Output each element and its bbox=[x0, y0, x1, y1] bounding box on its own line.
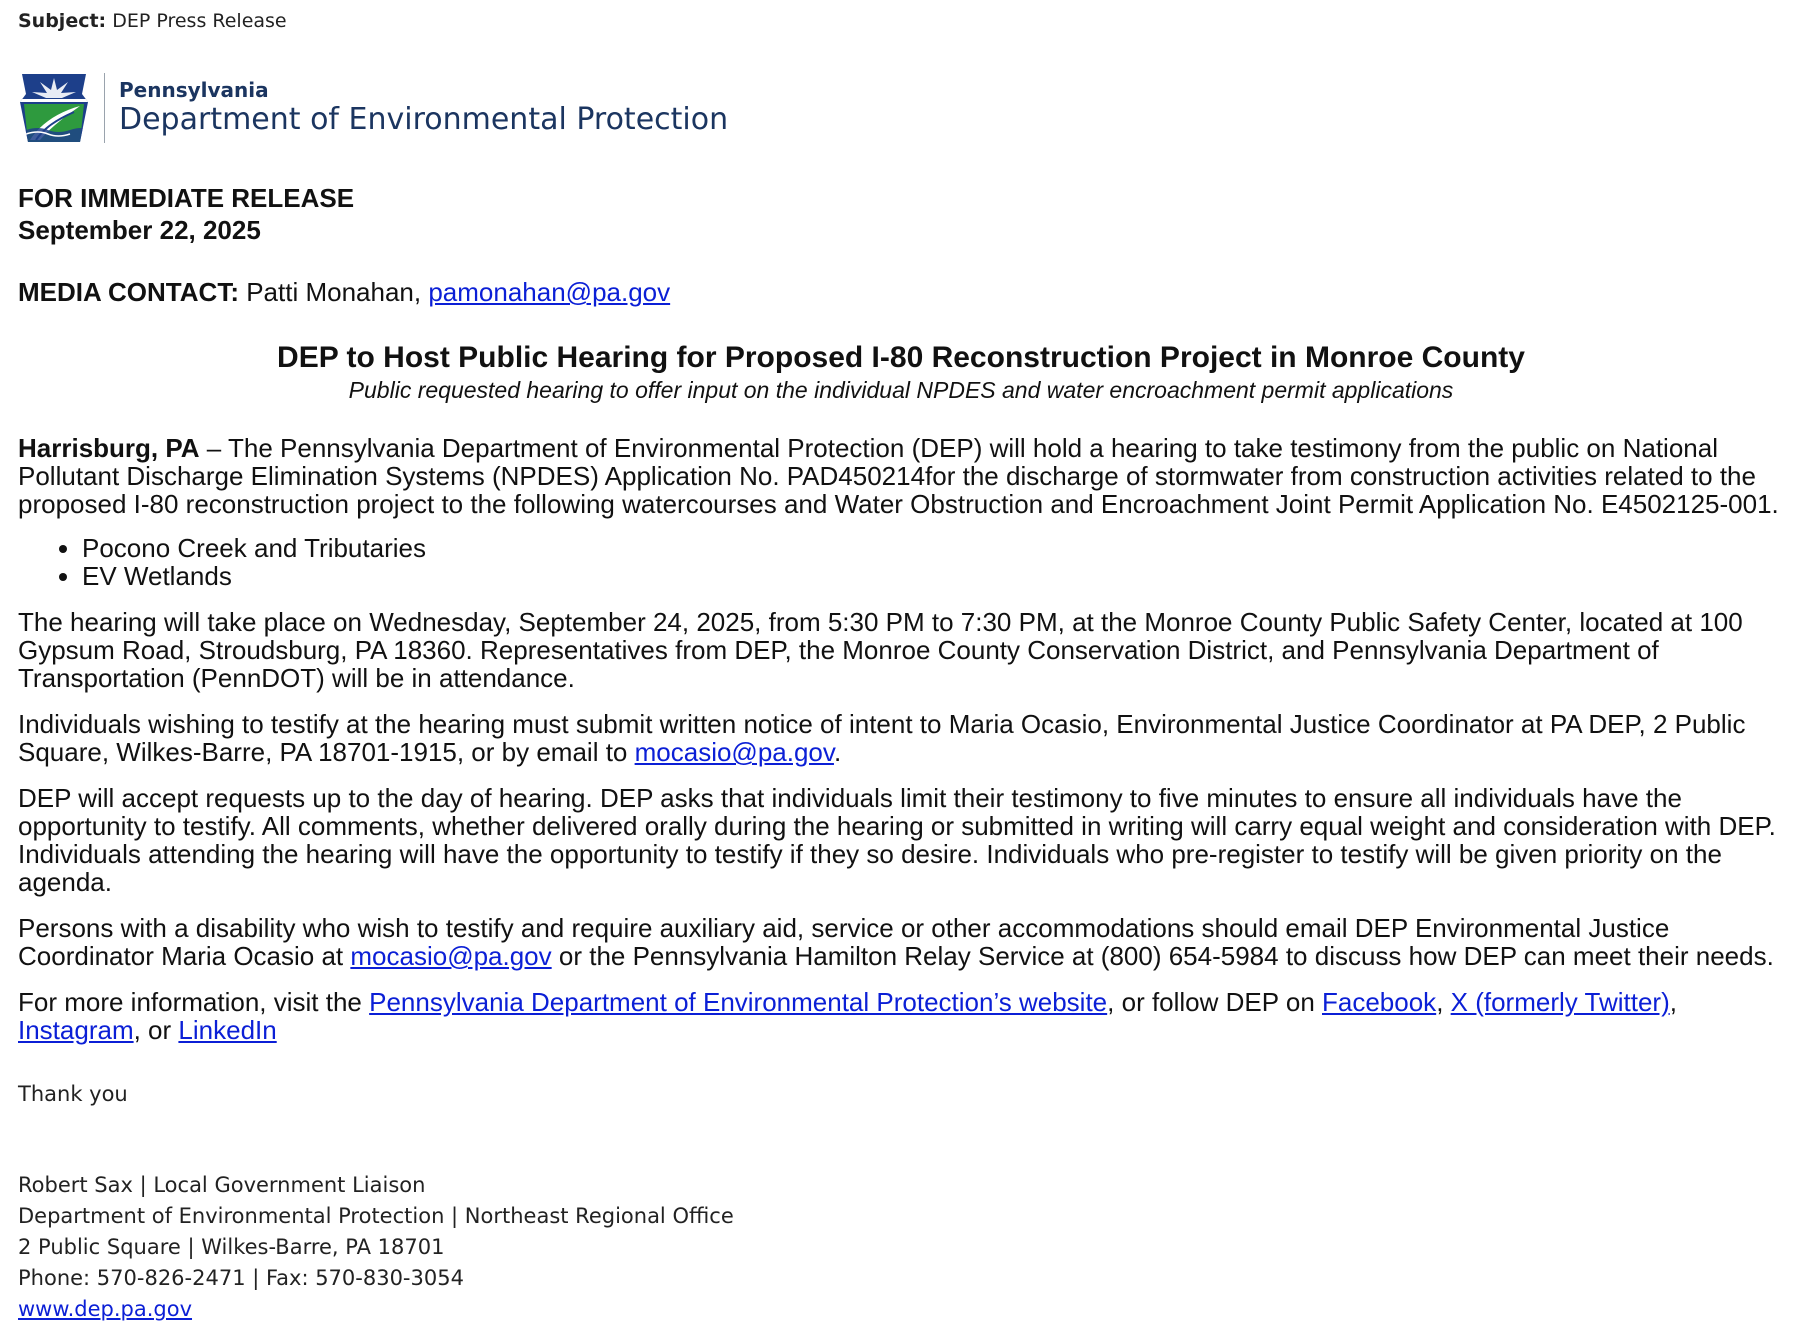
coordinator-email-link[interactable]: mocasio@pa.gov bbox=[634, 737, 834, 767]
dateline: Harrisburg, PA bbox=[18, 433, 200, 463]
watercourse-list bbox=[18, 534, 1784, 590]
release-block bbox=[18, 182, 1784, 246]
paragraph-hearing-details: The hearing will take place on Wednesday, September 24, 2025, from 5:30 PM to 7:30 PM, at the Monroe County Public Safety Center, located at 100 Gypsum Road, Stroudsburg, PA 18360. Representatives from DEP, the Monroe County Conservation District, and Pennsylvania Department of Transportation (PennDOT) will be in attendance. bbox=[18, 607, 1743, 693]
paragraph-accessibility bbox=[18, 914, 1784, 970]
media-contact-email-link[interactable]: pamonahan@pa.gov bbox=[428, 277, 671, 307]
media-contact-name: Patti Monahan, bbox=[246, 277, 429, 307]
logo-state-name: Pennsylvania bbox=[119, 78, 269, 102]
signature-name-title: Robert Sax | Local Government Liaison bbox=[18, 1173, 426, 1197]
dep-logo bbox=[18, 72, 1784, 144]
list-item: • EV Wetlands bbox=[82, 562, 1784, 590]
facebook-link[interactable]: Facebook bbox=[1322, 987, 1437, 1017]
press-headline: DEP to Host Public Hearing for Proposed I-80 Reconstruction Project in Monroe County bbox=[277, 341, 1525, 374]
paragraph-more-info bbox=[18, 988, 1784, 1044]
x-twitter-link[interactable]: X (formerly Twitter) bbox=[1450, 987, 1670, 1017]
paragraph-testify-notice bbox=[18, 710, 1784, 766]
media-contact bbox=[18, 276, 1784, 308]
logo-divider bbox=[104, 73, 105, 143]
release-label: FOR IMMEDIATE RELEASE bbox=[18, 183, 355, 213]
accessibility-email-link[interactable]: mocasio@pa.gov bbox=[350, 941, 552, 971]
more-info-start: For more information, visit the bbox=[18, 987, 370, 1017]
separator: , or bbox=[133, 1015, 179, 1045]
closing-text: Thank you bbox=[18, 1082, 128, 1106]
separator: , bbox=[1669, 987, 1677, 1017]
press-subheadline: Public requested hearing to offer input on the individual NPDES and water encroachment permit applications bbox=[348, 377, 1454, 403]
signature-block bbox=[18, 1170, 1784, 1325]
more-info-mid: , or follow DEP on bbox=[1107, 987, 1322, 1017]
logo-department-name: Department of Environmental Protection bbox=[119, 102, 729, 137]
testify-text: Individuals wishing to testify at the hearing must submit written notice of intent to Maria Ocasio, Environmental Justice Coordinator at PA DEP, 2 Public Square, Wilkes-Barre, PA 18701-1915, or by email to bbox=[18, 709, 1746, 767]
signature-office: Department of Environmental Protection | Northeast Regional Office bbox=[18, 1204, 734, 1228]
accessibility-end: or the Pennsylvania Hamilton Relay Service at (800) 654-5984 to discuss how DEP can meet their needs. bbox=[551, 941, 1774, 971]
keystone-logo-icon bbox=[18, 72, 90, 144]
dep-website-link[interactable]: Pennsylvania Department of Environmental Protection’s website bbox=[369, 987, 1108, 1017]
email-subject bbox=[18, 8, 1784, 34]
release-date: September 22, 2025 bbox=[18, 215, 261, 245]
logo-wordmark bbox=[119, 78, 728, 138]
instagram-link[interactable]: Instagram bbox=[18, 1015, 134, 1045]
paragraph-testimony-rules: DEP will accept requests up to the day of hearing. DEP asks that individuals limit their testimony to five minutes to ensure all individuals have the opportunity to testify. All comments, whether delivered orally during the hearing or submitted in writing will carry equal weight and consideration with DEP. Individuals attending the hearing will have the opportunity to testify if they so desire. Individuals who pre-register to testify will be given priority on the agenda. bbox=[18, 783, 1776, 897]
signature-phone-fax: Phone: 570-826-2471 | Fax: 570-830-3054 bbox=[18, 1266, 464, 1290]
separator: , bbox=[1436, 987, 1451, 1017]
subject-label: Subject: bbox=[18, 10, 107, 32]
paragraph-intro bbox=[18, 434, 1784, 518]
signature-address: 2 Public Square | Wilkes-Barre, PA 18701 bbox=[18, 1235, 445, 1259]
linkedin-link[interactable]: LinkedIn bbox=[178, 1015, 277, 1045]
list-item: • Pocono Creek and Tributaries bbox=[82, 534, 1784, 562]
intro-text: – The Pennsylvania Department of Environmental Protection (DEP) will hold a hearing to take testimony from the public on National Pollutant Discharge Elimination Systems (NPDES) Application No. PAD450214for the discharge of stormwater from construction activities related to the proposed I-80 reconstruction project to the following watercourses and Water Obstruction and Encroachment Joint Permit Application No. E4502125-001. bbox=[18, 433, 1779, 519]
media-contact-label: MEDIA CONTACT: bbox=[18, 277, 239, 307]
accessibility-text: Persons with a disability who wish to testify and require auxiliary aid, service or other accommodations should email DEP Environmental Justice Coordinator Maria Ocasio at bbox=[18, 913, 1670, 971]
subject-value: DEP Press Release bbox=[112, 10, 287, 32]
signature-website-link[interactable]: www.dep.pa.gov bbox=[18, 1297, 193, 1321]
testify-end: . bbox=[833, 737, 842, 767]
